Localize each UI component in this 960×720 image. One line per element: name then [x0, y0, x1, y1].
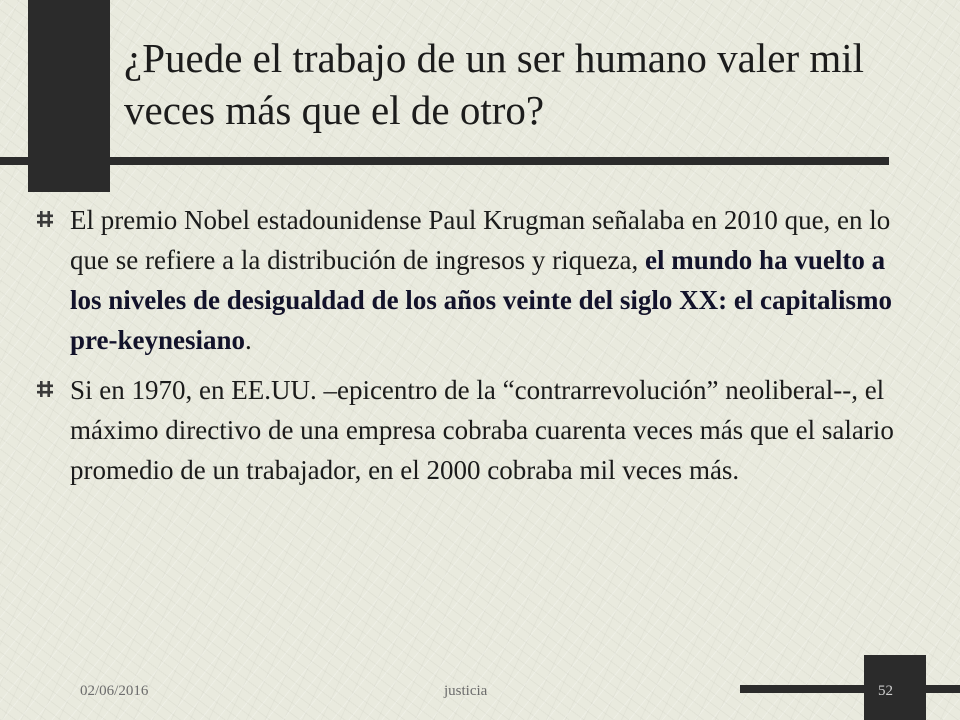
footer-divider	[740, 685, 960, 693]
bullet-text-bold: el mundo ha vuelto a los niveles de desigualdad de los años veinte del siglo XX: el capitalismo pre-keynesiano	[70, 245, 893, 355]
title-divider	[0, 157, 889, 165]
bullet-text-end: .	[245, 325, 252, 355]
slide-title: ¿Puede el trabajo de un ser humano valer mil veces más que el de otro?	[124, 35, 865, 133]
page-number-block	[864, 655, 926, 720]
bullet-text: Si en 1970, en EE.UU. –epicentro de la “contrarrevolución” neoliberal--, el máximo directivo de una empresa cobraba cuarenta veces más que el salario promedio de un trabajador, en el 2000 cobraba mil veces más.	[70, 375, 894, 485]
bullet-item	[36, 200, 916, 360]
bullet-text-plain: El premio Nobel estadounidense Paul Krugman señalaba en 2010 que, en lo que se refiere a la distribución de ingresos y riqueza,	[70, 205, 891, 275]
footer-title: justicia	[444, 683, 488, 699]
hash-bullet-icon	[36, 380, 54, 398]
hash-bullet-icon	[36, 210, 54, 228]
bullet-text	[70, 200, 916, 360]
slide-body	[36, 200, 916, 500]
page-number: 52	[878, 683, 893, 699]
footer-date: 02/06/2016	[80, 683, 149, 699]
bullet-item	[36, 370, 916, 490]
